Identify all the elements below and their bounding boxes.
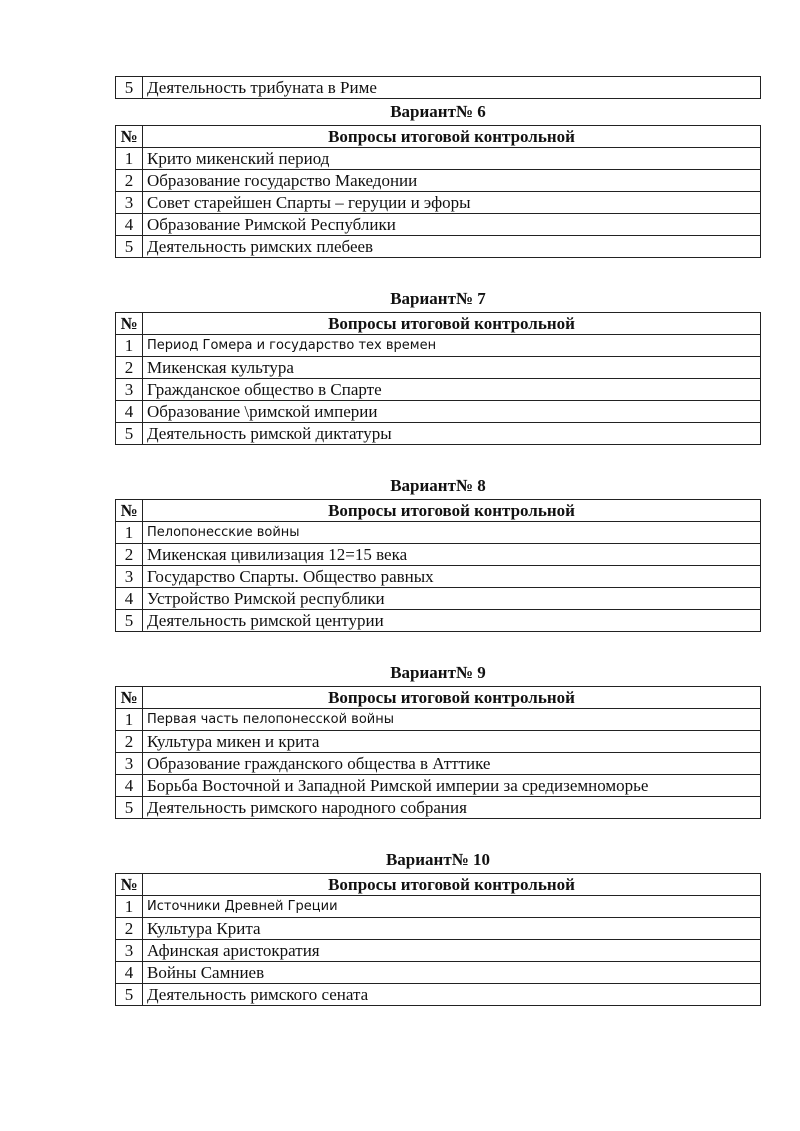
row-text: Крито микенский период bbox=[143, 148, 761, 170]
table-header-row bbox=[116, 126, 761, 148]
row-number: 4 bbox=[116, 401, 143, 423]
table-row bbox=[116, 940, 761, 962]
row-number: 2 bbox=[116, 544, 143, 566]
header-number: № bbox=[116, 687, 143, 709]
table-row bbox=[116, 896, 761, 918]
header-number: № bbox=[116, 874, 143, 896]
row-number: 4 bbox=[116, 962, 143, 984]
row-number: 3 bbox=[116, 192, 143, 214]
row-number: 1 bbox=[116, 148, 143, 170]
row-number: 1 bbox=[116, 335, 143, 357]
row-number: 5 bbox=[116, 423, 143, 445]
row-text: Образование государство Македонии bbox=[143, 170, 761, 192]
table-header-row bbox=[116, 874, 761, 896]
variant-table bbox=[115, 312, 761, 445]
row-number: 5 bbox=[116, 77, 143, 99]
row-number: 5 bbox=[116, 984, 143, 1006]
row-number: 2 bbox=[116, 918, 143, 940]
table-row bbox=[116, 918, 761, 940]
variant-title: Вариант№ 10 bbox=[385, 850, 491, 869]
row-text: Культура микен и крита bbox=[143, 731, 761, 753]
header-number: № bbox=[116, 500, 143, 522]
row-text: Деятельность римского народного собрания bbox=[143, 797, 761, 819]
variant-table bbox=[115, 499, 761, 632]
row-text: Деятельность римской диктатуры bbox=[143, 423, 761, 445]
row-number: 3 bbox=[116, 566, 143, 588]
row-text: Первая часть пелопонесской войны bbox=[143, 709, 761, 731]
variant-table bbox=[115, 873, 761, 1006]
table-row bbox=[116, 709, 761, 731]
row-text: Источники Древней Греции bbox=[143, 896, 761, 918]
table-row bbox=[116, 77, 761, 99]
row-number: 4 bbox=[116, 775, 143, 797]
table-header-row bbox=[116, 313, 761, 335]
table-row bbox=[116, 170, 761, 192]
row-number: 2 bbox=[116, 170, 143, 192]
header-title: Вопросы итоговой контрольной bbox=[143, 687, 761, 709]
row-text: Образование гражданского общества в Атттике bbox=[143, 753, 761, 775]
table-row bbox=[116, 544, 761, 566]
header-title: Вопросы итоговой контрольной bbox=[143, 500, 761, 522]
row-text: Культура Крита bbox=[143, 918, 761, 940]
row-text: Афинская аристократия bbox=[143, 940, 761, 962]
variant-title: Вариант№ 8 bbox=[390, 476, 486, 495]
header-number: № bbox=[116, 313, 143, 335]
table-header-row bbox=[116, 687, 761, 709]
row-number: 3 bbox=[116, 940, 143, 962]
variant-table bbox=[115, 686, 761, 819]
table-row bbox=[116, 753, 761, 775]
row-text: Гражданское общество в Спарте bbox=[143, 379, 761, 401]
row-number: 4 bbox=[116, 588, 143, 610]
header-title: Вопросы итоговой контрольной bbox=[143, 313, 761, 335]
row-number: 2 bbox=[116, 357, 143, 379]
row-text: Образование Римской Республики bbox=[143, 214, 761, 236]
table-row bbox=[116, 610, 761, 632]
row-text: Период Гомера и государство тех времен bbox=[143, 335, 761, 357]
row-number: 5 bbox=[116, 797, 143, 819]
table-row bbox=[116, 984, 761, 1006]
table-row bbox=[116, 401, 761, 423]
row-text: Деятельность трибуната в Риме bbox=[143, 77, 761, 99]
table-row bbox=[116, 962, 761, 984]
row-number: 4 bbox=[116, 214, 143, 236]
table-row bbox=[116, 566, 761, 588]
table-row bbox=[116, 731, 761, 753]
row-number: 1 bbox=[116, 709, 143, 731]
table-row bbox=[116, 335, 761, 357]
row-text: Деятельность римских плебеев bbox=[143, 236, 761, 258]
row-number: 1 bbox=[116, 896, 143, 918]
table-row bbox=[116, 214, 761, 236]
variant-title: Вариант№ 6 bbox=[390, 102, 486, 121]
document-page bbox=[115, 76, 761, 1006]
row-text: Совет старейшен Спарты – геруции и эфоры bbox=[143, 192, 761, 214]
top-table bbox=[115, 76, 761, 99]
row-number: 2 bbox=[116, 731, 143, 753]
row-text: Деятельность римской центурии bbox=[143, 610, 761, 632]
table-row bbox=[116, 236, 761, 258]
table-header-row bbox=[116, 500, 761, 522]
table-row bbox=[116, 797, 761, 819]
row-text: Государство Спарты. Общество равных bbox=[143, 566, 761, 588]
row-text: Микенская цивилизация 12=15 века bbox=[143, 544, 761, 566]
table-row bbox=[116, 423, 761, 445]
row-text: Образование \римской империи bbox=[143, 401, 761, 423]
row-number: 3 bbox=[116, 753, 143, 775]
row-text: Деятельность римского сената bbox=[143, 984, 761, 1006]
row-text: Устройство Римской республики bbox=[143, 588, 761, 610]
row-text: Пелопонесские войны bbox=[143, 522, 761, 544]
row-text: Микенская культура bbox=[143, 357, 761, 379]
header-title: Вопросы итоговой контрольной bbox=[143, 874, 761, 896]
table-row bbox=[116, 775, 761, 797]
table-row bbox=[116, 192, 761, 214]
table-row bbox=[116, 148, 761, 170]
row-number: 3 bbox=[116, 379, 143, 401]
table-row bbox=[116, 379, 761, 401]
row-number: 5 bbox=[116, 236, 143, 258]
table-row bbox=[116, 522, 761, 544]
table-row bbox=[116, 588, 761, 610]
row-number: 1 bbox=[116, 522, 143, 544]
variant-table bbox=[115, 125, 761, 258]
table-row bbox=[116, 357, 761, 379]
variant-title: Вариант№ 7 bbox=[390, 289, 486, 308]
variant-title: Вариант№ 9 bbox=[390, 663, 486, 682]
row-text: Войны Самниев bbox=[143, 962, 761, 984]
header-number: № bbox=[116, 126, 143, 148]
header-title: Вопросы итоговой контрольной bbox=[143, 126, 761, 148]
row-number: 5 bbox=[116, 610, 143, 632]
row-text: Борьба Восточной и Западной Римской империи за средиземноморье bbox=[143, 775, 761, 797]
